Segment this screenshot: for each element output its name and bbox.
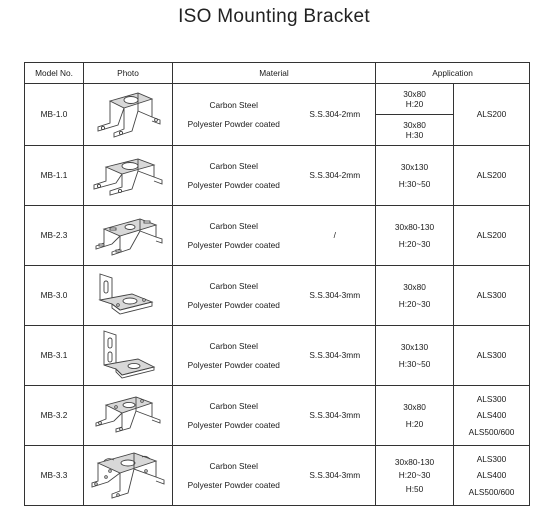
bracket-mb-1-0-image bbox=[92, 89, 164, 141]
photo-cell bbox=[84, 446, 173, 506]
table-row bbox=[25, 146, 530, 206]
series-cell bbox=[454, 266, 530, 326]
material-line-1: Carbon Steel bbox=[209, 401, 258, 412]
app-height: H:20 bbox=[405, 99, 424, 109]
application-cell bbox=[376, 266, 454, 326]
ss-cell: S.S.304-3mm bbox=[295, 326, 376, 386]
app-height: H:20~30 bbox=[398, 470, 431, 481]
photo-cell bbox=[84, 206, 173, 266]
material-line-1: Carbon Steel bbox=[209, 341, 258, 352]
material-line-1: Carbon Steel bbox=[209, 221, 258, 232]
series-label: ALS500/600 bbox=[468, 426, 515, 437]
photo-cell bbox=[84, 266, 173, 326]
material-cell bbox=[173, 206, 295, 266]
app-size: 30x80 bbox=[403, 119, 426, 130]
ss-cell: S.S.304-3mm bbox=[295, 386, 376, 446]
series-label: ALS300 bbox=[476, 453, 507, 464]
series-label: ALS300 bbox=[476, 350, 507, 361]
ss-cell: S.S.304-3mm bbox=[295, 446, 376, 506]
ss-cell: S.S.304-3mm bbox=[295, 266, 376, 326]
application-cell bbox=[376, 326, 454, 386]
material-cell bbox=[173, 146, 295, 206]
table-row bbox=[25, 326, 530, 386]
material-cell bbox=[173, 446, 295, 506]
series-label: ALS300 bbox=[476, 290, 507, 301]
material-line-2: Polyester Powder coated bbox=[187, 118, 280, 129]
bracket-mb-3-3-image bbox=[88, 449, 168, 503]
model-cell: MB-3.2 bbox=[25, 386, 84, 446]
application-cell bbox=[376, 84, 454, 146]
series-label: ALS400 bbox=[476, 470, 507, 481]
series-label: ALS200 bbox=[476, 230, 507, 241]
header-material: Material bbox=[173, 63, 376, 84]
series-cell bbox=[454, 326, 530, 386]
material-line-2: Polyester Powder coated bbox=[187, 359, 280, 370]
model-cell: MB-3.1 bbox=[25, 326, 84, 386]
bracket-mb-1-1-image bbox=[90, 153, 166, 199]
series-cell bbox=[454, 84, 530, 146]
series-cell bbox=[454, 146, 530, 206]
photo-cell bbox=[84, 386, 173, 446]
series-label: ALS400 bbox=[476, 410, 507, 421]
bracket-table bbox=[24, 62, 530, 506]
photo-cell bbox=[84, 84, 173, 146]
app-height: H:30~50 bbox=[398, 358, 431, 369]
app-size: 30x130 bbox=[400, 162, 429, 173]
photo-cell bbox=[84, 146, 173, 206]
header-model: Model No. bbox=[25, 63, 84, 84]
app-size: 30x130 bbox=[400, 342, 429, 353]
app-size: 30x80 bbox=[403, 402, 426, 413]
page-title: ISO Mounting Bracket bbox=[178, 6, 370, 27]
bracket-mb-3-1-image bbox=[92, 329, 164, 383]
table-row bbox=[25, 446, 530, 506]
bracket-mb-3-2-image bbox=[90, 391, 166, 441]
app-height: H:20~30 bbox=[398, 298, 431, 309]
app-height: H:50 bbox=[405, 483, 424, 494]
app-size: 30x80 bbox=[403, 282, 426, 293]
series-label: ALS200 bbox=[476, 170, 507, 181]
header-application: Application bbox=[376, 63, 530, 84]
model-cell: MB-3.0 bbox=[25, 266, 84, 326]
material-line-2: Polyester Powder coated bbox=[187, 239, 280, 250]
app-height: H:30~50 bbox=[398, 178, 431, 189]
material-line-1: Carbon Steel bbox=[209, 100, 258, 111]
header-row bbox=[25, 63, 530, 84]
ss-cell: S.S.304-2mm bbox=[295, 146, 376, 206]
series-label: ALS500/600 bbox=[468, 486, 515, 497]
app-size: 30x80-130 bbox=[394, 222, 435, 233]
material-cell bbox=[173, 386, 295, 446]
table-row bbox=[25, 84, 530, 146]
model-cell: MB-2.3 bbox=[25, 206, 84, 266]
application-cell bbox=[376, 446, 454, 506]
model-cell: MB-1.1 bbox=[25, 146, 84, 206]
app-size: 30x80 bbox=[403, 88, 426, 99]
application-cell bbox=[376, 206, 454, 266]
series-cell bbox=[454, 386, 530, 446]
series-cell bbox=[454, 446, 530, 506]
material-cell bbox=[173, 84, 295, 146]
material-cell bbox=[173, 326, 295, 386]
material-line-2: Polyester Powder coated bbox=[187, 299, 280, 310]
ss-cell: S.S.304-2mm bbox=[295, 84, 376, 146]
material-line-1: Carbon Steel bbox=[209, 281, 258, 292]
app-height: H:20~30 bbox=[398, 238, 431, 249]
app-height: H:30 bbox=[405, 130, 424, 140]
app-size: 30x80-130 bbox=[394, 456, 435, 467]
table-row bbox=[25, 386, 530, 446]
table-row bbox=[25, 206, 530, 266]
app-height: H:20 bbox=[405, 418, 424, 429]
application-cell bbox=[376, 386, 454, 446]
application-cell bbox=[376, 146, 454, 206]
header-photo: Photo bbox=[84, 63, 173, 84]
model-cell: MB-1.0 bbox=[25, 84, 84, 146]
material-line-1: Carbon Steel bbox=[209, 461, 258, 472]
series-label: ALS200 bbox=[476, 109, 507, 120]
material-line-2: Polyester Powder coated bbox=[187, 179, 280, 190]
bracket-mb-3-0-image bbox=[92, 270, 164, 322]
material-cell bbox=[173, 266, 295, 326]
table-row bbox=[25, 266, 530, 326]
material-line-1: Carbon Steel bbox=[209, 161, 258, 172]
material-line-2: Polyester Powder coated bbox=[187, 479, 280, 490]
series-cell bbox=[454, 206, 530, 266]
series-label: ALS300 bbox=[476, 393, 507, 404]
bracket-mb-2-3-image bbox=[90, 213, 166, 259]
photo-cell bbox=[84, 326, 173, 386]
material-line-2: Polyester Powder coated bbox=[187, 419, 280, 430]
ss-cell: / bbox=[295, 206, 376, 266]
model-cell: MB-3.3 bbox=[25, 446, 84, 506]
